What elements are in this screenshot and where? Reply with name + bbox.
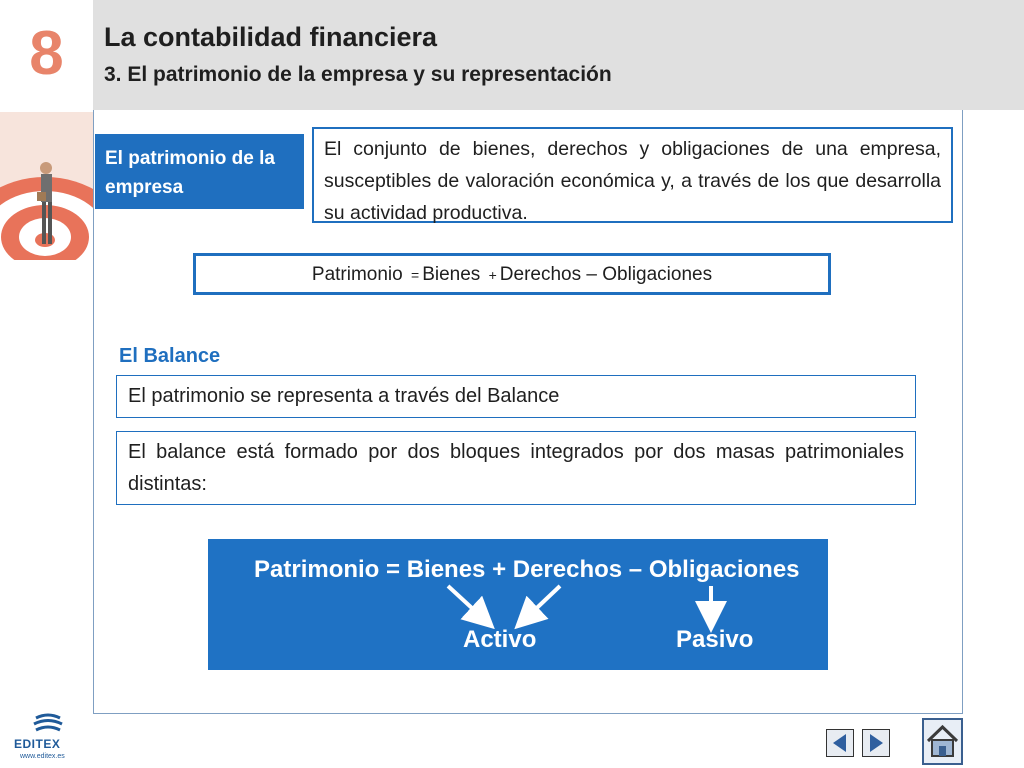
formula-equals: = (411, 267, 420, 283)
arrow-bienes-activo (448, 586, 486, 621)
arrow-derechos-activo (523, 586, 560, 621)
formula-obligaciones: Obligaciones (602, 264, 713, 285)
editex-logo-icon (14, 712, 76, 738)
logo-name: EDITEX (14, 737, 61, 751)
page-title: La contabilidad financiera (104, 22, 438, 52)
chapter-number: 8 (29, 19, 64, 88)
definition-label: El patrimonio de la empresa (95, 134, 304, 209)
balance-heading: El Balance (119, 345, 221, 367)
formula-bienes: Bienes (422, 264, 481, 285)
formula-patrimonio: Patrimonio (311, 264, 403, 285)
balance-line-1: El patrimonio se representa a través del Balance (116, 375, 916, 418)
left-arrow-icon (827, 730, 853, 756)
target-illustration (0, 112, 93, 260)
diagram-activo: Activo (463, 626, 537, 653)
home-icon (924, 720, 961, 763)
formula-derechos: Derechos (499, 264, 582, 285)
diagram-formula: Patrimonio = Bienes + Derechos – Obligaciones (254, 556, 800, 583)
formula-minus: – (586, 264, 597, 285)
prev-button[interactable] (826, 729, 854, 757)
formula-plus: + (488, 267, 497, 283)
balance-diagram (208, 539, 828, 670)
definition-text: El conjunto de bienes, derechos y obligaciones de una empresa, susceptibles de valoración económica y, a través de los que desarrolla su actividad productiva. (312, 127, 953, 223)
next-button[interactable] (862, 729, 890, 757)
balance-line-2: El balance está formado por dos bloques integrados por dos masas patrimoniales distintas: (116, 431, 916, 505)
right-arrow-icon (863, 730, 889, 756)
logo-url: www.editex.es (20, 753, 65, 760)
diagram-pasivo: Pasivo (676, 626, 754, 653)
home-button[interactable] (922, 718, 963, 765)
formula-box (193, 253, 831, 295)
header-band (93, 0, 1024, 110)
page-subtitle: 3. El patrimonio de la empresa y su representación (104, 63, 612, 86)
